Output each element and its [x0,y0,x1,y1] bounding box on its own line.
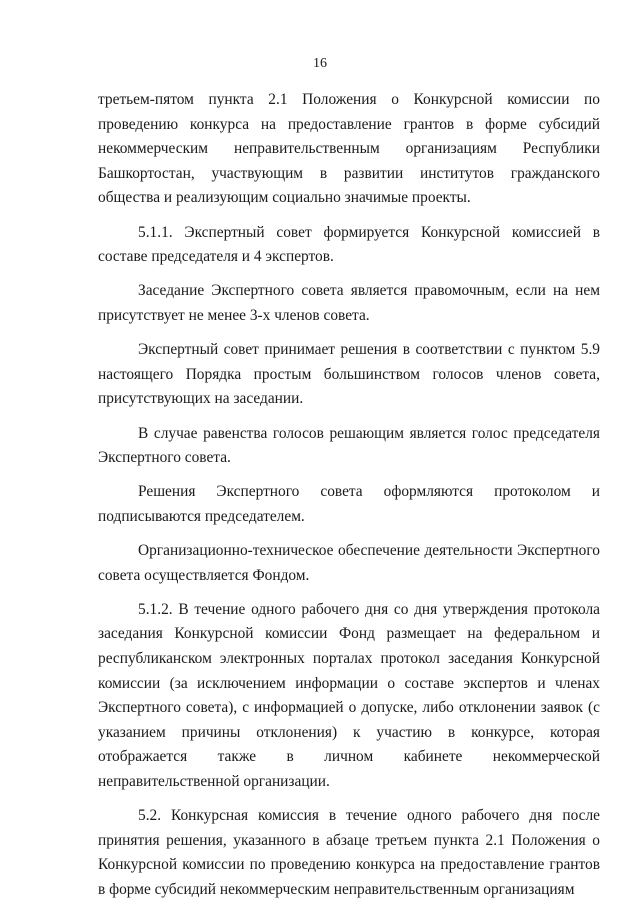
page-number: 16 [313,56,327,71]
paragraph-protocol: Решения Экспертного совета оформляются протоколом и подписываются председателем. [98,483,600,525]
paragraph-5-1-2: 5.1.2. В течение одного рабочего дня со дня утверждения протокола заседания Конкурсной комиссии Фонд размещает на федеральном и республиканском электронных порталах протокол заседания Конкурсной комиссии (за исключением информации о составе экспертов и членах Экспертного совета), с информацией о допуске, либо отклонении заявок (с указанием причины отклонения) к участию в конкурсе, которая отображается также в личном кабинете некоммерческой неправительственной организации. [98,600,600,790]
paragraph-5-1-1: 5.1.1. Экспертный совет формируется Конкурсной комиссией в составе председателя и 4 экспертов. [98,223,600,266]
paragraph-tie-vote: В случае равенства голосов решающим является голос председателя Экспертного совета. [98,424,600,467]
paragraph-decisions-majority: Экспертный совет принимает решения в соответствии с пунктом 5.9 настоящего Порядка простым большинством голосов членов совета, присутствующих на заседании. [98,341,600,408]
paragraph-support: Организационно-техническое обеспечение деятельности Экспертного совета осуществляется Фондом. [98,542,600,584]
paragraph-continuation: третьем-пятом пункта 2.1 Положения о Конкурсной комиссии по проведению конкурса на предоставление грантов в форме субсидий некоммерческим неправительственным организациям Республики Башкортостан, участвующим в развитии институтов гражданского общества и реализующим социально значимые проекты. [98,91,600,207]
paragraph-quorum: Заседание Экспертного совета является правомочным, если на нем присутствует не менее 3-х членов совета. [98,282,600,324]
paragraph-5-2: 5.2. Конкурсная комиссия в течение одного рабочего дня после принятия решения, указанного в абзаце третьем пункта 2.1 Положения о Конкурсной комиссии по проведению конкурса на предоставление грантов в форме субсидий некоммерческим неправительственным организациям [98,807,600,898]
document-body [98,88,600,903]
